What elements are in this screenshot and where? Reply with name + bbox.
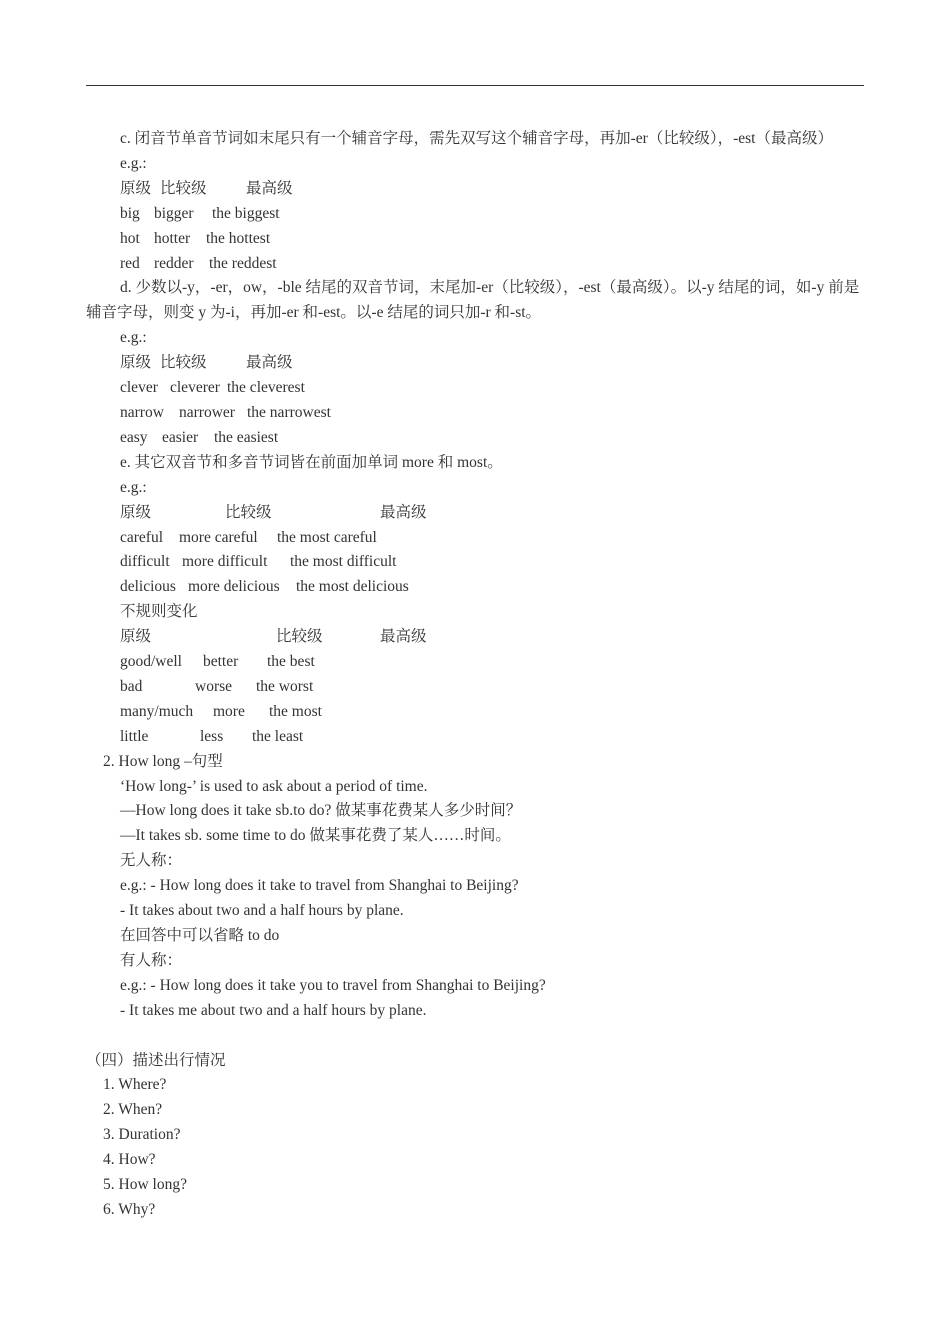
table-row: [86, 675, 864, 700]
word-comparative: hotter: [154, 229, 191, 247]
list-item: 1. Where?: [103, 1076, 167, 1094]
col-comparative: 比较级: [225, 503, 272, 521]
impersonal-label: 无人称：: [120, 852, 183, 870]
table-row: [86, 202, 864, 227]
table-row: [86, 227, 864, 252]
word-superlative: the hottest: [206, 229, 271, 247]
personal-question: e.g.: - How long does it take you to travel from Shanghai to Beijing?: [120, 976, 546, 994]
rule-d-text: d. 少数以-y，-er，ow，-ble 结尾的双音节词，末尾加-er（比较级），-est（最高级）。以-y 结尾的词，如-y 前是辅音字母，则变 y 为-i，再加-er 和-est。以-e 结尾的词只加-r 和-st。: [86, 279, 860, 322]
spacer: [86, 1024, 864, 1049]
word-positive: little: [120, 727, 149, 745]
word-positive: red: [120, 254, 140, 272]
table-header: [86, 501, 864, 526]
word-superlative: the cleverest: [227, 379, 305, 397]
word-positive: bad: [120, 677, 143, 695]
col-comparative: 比较级: [276, 628, 323, 646]
word-positive: many/much: [120, 702, 194, 720]
list-item: 5. How long?: [103, 1176, 187, 1194]
header-rule: [86, 85, 864, 86]
personal-label: 有人称：: [120, 951, 183, 969]
answer-pattern: —It takes sb. some time to do 做某事花费了某人……时间。: [120, 827, 511, 845]
word-comparative: more: [213, 702, 245, 720]
list-item: 4. How?: [103, 1151, 156, 1169]
col-positive: 原级: [120, 179, 152, 197]
eg-label: e.g.:: [120, 478, 147, 496]
word-comparative: less: [200, 727, 224, 745]
col-comparative: 比较级: [160, 179, 207, 197]
word-comparative: redder: [154, 254, 194, 272]
personal-answer: - It takes me about two and a half hours by plane.: [120, 1001, 427, 1019]
col-superlative: 最高级: [246, 354, 293, 372]
word-comparative: worse: [195, 677, 233, 695]
table-header: [86, 625, 864, 650]
word-superlative: the worst: [256, 677, 314, 695]
table-row: [86, 401, 864, 426]
how-long-usage: ‘How long-’ is used to ask about a period of time.: [120, 777, 428, 795]
word-comparative: more delicious: [188, 578, 280, 596]
word-superlative: the most delicious: [296, 578, 409, 596]
word-superlative: the most: [269, 702, 322, 720]
word-positive: hot: [120, 229, 140, 247]
word-comparative: bigger: [154, 204, 194, 222]
word-superlative: the easiest: [214, 428, 279, 446]
col-superlative: 最高级: [380, 503, 427, 521]
word-superlative: the most careful: [277, 528, 377, 546]
rule-c-text: c. 闭音节单音节词如末尾只有一个辅音字母，需先双写这个辅音字母，再加-er（比较级），-est（最高级）: [120, 130, 833, 147]
section4-title: （四）描述出行情况: [86, 1051, 226, 1069]
word-positive: difficult: [120, 553, 170, 571]
word-comparative: narrower: [179, 403, 235, 421]
word-positive: delicious: [120, 578, 176, 596]
word-superlative: the biggest: [212, 204, 280, 222]
list-item: 2. When?: [103, 1101, 163, 1119]
word-superlative: the best: [267, 653, 315, 671]
word-superlative: the narrowest: [247, 403, 331, 421]
word-comparative: more difficult: [182, 553, 268, 571]
table-row: [86, 550, 864, 575]
word-comparative: better: [203, 653, 239, 671]
col-positive: 原级: [120, 628, 152, 646]
word-positive: clever: [120, 379, 158, 397]
col-positive: 原级: [120, 354, 152, 372]
col-superlative: 最高级: [246, 179, 293, 197]
table-row: [86, 725, 864, 750]
irregular-title: 不规则变化: [120, 603, 198, 621]
word-superlative: the most difficult: [290, 553, 397, 571]
table-row: [86, 376, 864, 401]
table-header: [86, 351, 864, 376]
question-pattern: —How long does it take sb.to do? 做某事花费某人多少时间？: [120, 802, 522, 820]
rule-e-text: e. 其它双音节和多音节词皆在前面加单词 more 和 most。: [120, 453, 503, 471]
word-positive: good/well: [120, 653, 182, 671]
list-item: 3. Duration?: [103, 1126, 181, 1144]
table-row: [86, 575, 864, 600]
col-positive: 原级: [120, 503, 152, 521]
word-positive: big: [120, 204, 140, 222]
table-row: [86, 426, 864, 451]
word-comparative: more careful: [179, 528, 258, 546]
word-comparative: cleverer: [170, 379, 220, 397]
word-superlative: the reddest: [209, 254, 277, 272]
word-positive: careful: [120, 528, 164, 546]
word-superlative: the least: [252, 727, 304, 745]
word-comparative: easier: [162, 428, 199, 446]
omit-note: 在回答中可以省略 to do: [120, 927, 280, 944]
list-item: 6. Why?: [103, 1200, 156, 1218]
col-superlative: 最高级: [380, 628, 427, 646]
eg-label: e.g.:: [120, 329, 147, 347]
word-positive: narrow: [120, 403, 164, 421]
impersonal-question: e.g.: - How long does it take to travel from Shanghai to Beijing?: [120, 877, 519, 895]
table-row: [86, 526, 864, 551]
impersonal-answer: - It takes about two and a half hours by plane.: [120, 902, 404, 920]
document-body: [86, 127, 864, 1223]
table-row: [86, 650, 864, 675]
word-positive: easy: [120, 428, 148, 446]
how-long-heading: 2. How long –句型: [103, 752, 223, 770]
col-comparative: 比较级: [160, 354, 207, 372]
table-row: [86, 700, 864, 725]
eg-label: e.g.:: [120, 154, 147, 172]
table-row: [86, 252, 864, 277]
table-header: [86, 177, 864, 202]
